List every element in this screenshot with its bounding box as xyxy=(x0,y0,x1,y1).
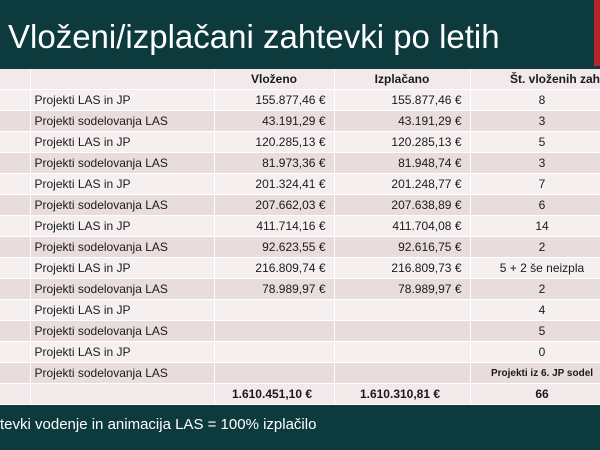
project-type-cell: Projekti LAS in JP xyxy=(30,258,214,279)
izplacano-cell xyxy=(334,342,470,363)
table-row xyxy=(0,111,600,132)
footer-note: tevki vodenje in animacija LAS = 100% izplačilo xyxy=(0,416,317,433)
table-row xyxy=(0,342,600,363)
table-row xyxy=(0,153,600,174)
izplacano-cell: 216.809,73 € xyxy=(334,258,470,279)
vlozeno-cell: 78.989,97 € xyxy=(214,279,334,300)
project-type-cell: Projekti sodelovanja LAS xyxy=(30,321,214,342)
table-row xyxy=(0,90,600,111)
year-cell xyxy=(0,237,30,258)
stevilo-cell: 0 xyxy=(470,342,600,363)
project-type-cell: Projekti LAS in JP xyxy=(30,174,214,195)
table-row xyxy=(0,174,600,195)
izplacano-cell: 155.877,46 € xyxy=(334,90,470,111)
table-row xyxy=(0,258,600,279)
vlozeno-cell xyxy=(214,342,334,363)
stevilo-cell: 5 xyxy=(470,132,600,153)
year-cell xyxy=(0,216,30,237)
stevilo-cell: 4 xyxy=(470,300,600,321)
header-cell-year xyxy=(0,69,30,90)
vlozeno-cell: 411.714,16 € xyxy=(214,216,334,237)
year-cell xyxy=(0,90,30,111)
header-cell-type xyxy=(30,69,214,90)
izplacano-cell: 78.989,97 € xyxy=(334,279,470,300)
project-type-cell: Projekti LAS in JP xyxy=(30,90,214,111)
vlozeno-cell xyxy=(214,300,334,321)
year-cell xyxy=(0,111,30,132)
table-row xyxy=(0,237,600,258)
year-cell xyxy=(0,279,30,300)
year-cell xyxy=(0,132,30,153)
table-row xyxy=(0,132,600,153)
stevilo-cell: 3 xyxy=(470,111,600,132)
stevilo-cell: 7 xyxy=(470,174,600,195)
year-cell xyxy=(0,195,30,216)
project-type-cell: Projekti LAS in JP xyxy=(30,342,214,363)
izplacano-cell xyxy=(334,300,470,321)
stevilo-cell: Projekti iz 6. JP sodel xyxy=(470,363,600,384)
header-cell-stevilo: Št. vloženih zah xyxy=(470,69,600,90)
izplacano-cell: 120.285,13 € xyxy=(334,132,470,153)
stevilo-cell: 5 xyxy=(470,321,600,342)
vlozeno-cell xyxy=(214,321,334,342)
total-stevilo-cell: 66 xyxy=(470,384,600,405)
vlozeno-cell: 92.623,55 € xyxy=(214,237,334,258)
year-cell xyxy=(0,363,30,384)
vlozeno-cell: 81.973,36 € xyxy=(214,153,334,174)
stevilo-cell: 5 + 2 še neizpla xyxy=(470,258,600,279)
vlozeno-cell: 201.324,41 € xyxy=(214,174,334,195)
table-row xyxy=(0,195,600,216)
izplacano-cell: 43.191,29 € xyxy=(334,111,470,132)
izplacano-cell: 411.704,08 € xyxy=(334,216,470,237)
project-type-cell: Projekti LAS in JP xyxy=(30,300,214,321)
vlozeno-cell: 155.877,46 € xyxy=(214,90,334,111)
header-cell-vlozeno: Vloženo xyxy=(214,69,334,90)
total-vlozeno-cell: 1.610.451,10 € xyxy=(214,384,334,405)
slide-title: Vloženi/izplačani zahtevki po letih xyxy=(8,18,500,55)
total-izplacano-cell: 1.610.310,81 € xyxy=(334,384,470,405)
project-type-cell: Projekti LAS in JP xyxy=(30,216,214,237)
data-table-container xyxy=(0,69,600,405)
izplacano-cell: 207.638,89 € xyxy=(334,195,470,216)
project-type-cell: Projekti sodelovanja LAS xyxy=(30,279,214,300)
project-type-cell: Projekti sodelovanja LAS xyxy=(30,237,214,258)
vlozeno-cell xyxy=(214,363,334,384)
claims-table xyxy=(0,69,600,405)
vlozeno-cell: 120.285,13 € xyxy=(214,132,334,153)
year-cell xyxy=(0,153,30,174)
izplacano-cell: 92.616,75 € xyxy=(334,237,470,258)
stevilo-cell: 2 xyxy=(470,279,600,300)
header-cell-izplacano: Izplačano xyxy=(334,69,470,90)
project-type-cell: Projekti LAS in JP xyxy=(30,132,214,153)
year-cell xyxy=(0,342,30,363)
total-row xyxy=(0,384,600,405)
stevilo-cell: 6 xyxy=(470,195,600,216)
table-row xyxy=(0,321,600,342)
year-cell xyxy=(0,300,30,321)
stevilo-cell: 3 xyxy=(470,153,600,174)
izplacano-cell: 201.248,77 € xyxy=(334,174,470,195)
vlozeno-cell: 43.191,29 € xyxy=(214,111,334,132)
year-cell xyxy=(0,174,30,195)
project-type-cell: Projekti sodelovanja LAS xyxy=(30,195,214,216)
total-year-cell xyxy=(0,384,30,405)
project-type-cell: Projekti sodelovanja LAS xyxy=(30,363,214,384)
table-row xyxy=(0,300,600,321)
izplacano-cell: 81.948,74 € xyxy=(334,153,470,174)
project-type-cell: Projekti sodelovanja LAS xyxy=(30,111,214,132)
vlozeno-cell: 216.809,74 € xyxy=(214,258,334,279)
total-label-cell xyxy=(30,384,214,405)
table-row xyxy=(0,363,600,384)
table-row xyxy=(0,216,600,237)
izplacano-cell xyxy=(334,363,470,384)
year-cell xyxy=(0,258,30,279)
year-cell xyxy=(0,321,30,342)
izplacano-cell xyxy=(334,321,470,342)
project-type-cell: Projekti sodelovanja LAS xyxy=(30,153,214,174)
table-header-row xyxy=(0,69,600,90)
stevilo-cell: 2 xyxy=(470,237,600,258)
vlozeno-cell: 207.662,03 € xyxy=(214,195,334,216)
accent-bar xyxy=(594,0,600,66)
stevilo-cell: 14 xyxy=(470,216,600,237)
table-row xyxy=(0,279,600,300)
stevilo-cell: 8 xyxy=(470,90,600,111)
